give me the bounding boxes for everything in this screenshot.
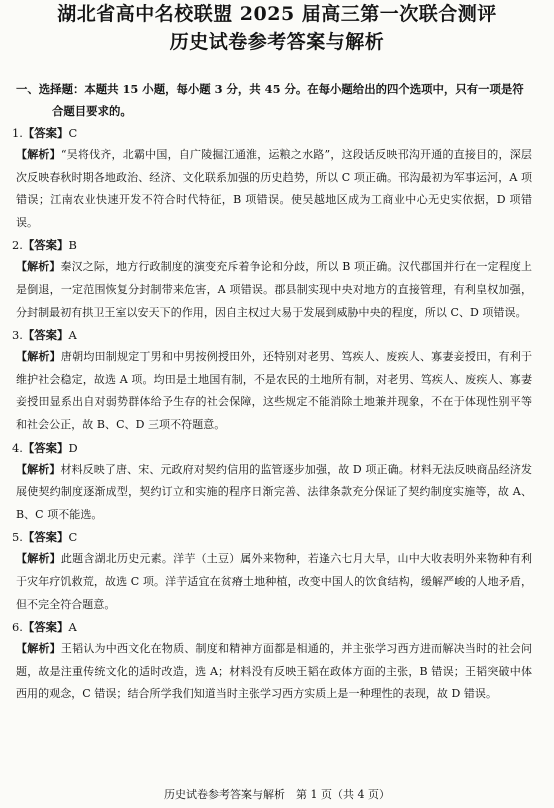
answer-line: [12, 437, 534, 459]
answer-line: [12, 616, 534, 638]
analysis-text: 材料反映了唐、宋、元政府对契约信用的监管逐步加强，故 D 项正确。材料无法反映商品经济发展使契约制度逐渐成型，契约订立和实施的程序日渐完善、法律条款充分保证了契约制度实施等，故 A、B、C 项不能选。: [16, 462, 533, 521]
analysis-tag: 【解析】: [16, 462, 61, 476]
answer-line: [12, 234, 534, 256]
answer-letter: B: [68, 238, 77, 253]
analysis-paragraph: [16, 346, 532, 436]
question-number: 2.: [12, 238, 23, 253]
answer-tag: 【答案】: [22, 530, 69, 545]
answer-letter: A: [68, 328, 77, 343]
document-title: 湖北省高中名校联盟 2025 届高三第一次联合测评: [57, 3, 497, 25]
question-item: [0, 324, 554, 436]
answer-line: [12, 122, 534, 144]
answer-list: [0, 122, 554, 706]
answer-letter: C: [68, 530, 78, 545]
document-subtitle: 历史试卷参考答案与解析: [169, 31, 385, 53]
section-heading: 一、选择题：本题共 15 小题，每小题 3 分，共 45 分。在每小题给出的四个选项中，只有一项是符合题目要求的。: [16, 82, 524, 118]
analysis-paragraph: [16, 459, 532, 527]
answer-line: [12, 324, 534, 346]
question-item: [0, 234, 554, 324]
question-number: 4.: [12, 440, 23, 455]
question-number: 3.: [12, 328, 23, 343]
question-number: 1.: [12, 126, 23, 140]
analysis-text: 王韬认为中西文化在物质、制度和精神方面都是相通的，并主张学习西方进而解决当时的社会问题，故是注重传统文化的适时改造，选 A；材料没有反映王韬在政体方面的主张，B 错误；王韬突破中体西用的观念，C 错误；结合所学我们知道当时主张学习西方实质上是一种理性的表现，故 D 错误。: [16, 642, 532, 701]
page-footer: 历史试卷参考答案与解析 第 1 页（共 4 页）: [164, 788, 390, 801]
question-item: [0, 437, 554, 527]
answer-letter: D: [68, 440, 78, 455]
analysis-tag: 【解析】: [16, 260, 61, 274]
analysis-tag: 【解析】: [16, 350, 61, 364]
analysis-paragraph: [16, 144, 532, 234]
analysis-paragraph: [16, 256, 532, 324]
answer-letter: C: [68, 126, 78, 140]
analysis-text: 此题含湖北历史元素。洋芋（土豆）属外来物种，若逢六七月大旱，山中大收表明外来物种有利于灾年疗饥救荒，故选 C 项。洋芋适宜在贫瘠土地种植，改变中国人的饮食结构，缓解严峻的人地矛盾，但不完全符合题意。: [16, 552, 532, 611]
question-item: [0, 616, 554, 706]
question-number: 6.: [12, 620, 23, 635]
question-number: 5.: [12, 530, 23, 545]
answer-tag: 【答案】: [22, 328, 69, 343]
answer-tag: 【答案】: [22, 440, 69, 455]
analysis-paragraph: [16, 548, 532, 616]
answer-letter: A: [68, 620, 77, 635]
answer-content: [0, 78, 554, 706]
answer-tag: 【答案】: [22, 238, 69, 253]
analysis-tag: 【解析】: [16, 148, 61, 161]
question-item: [0, 526, 554, 616]
analysis-tag: 【解析】: [16, 642, 61, 656]
question-item: [0, 122, 554, 234]
analysis-paragraph: [16, 638, 532, 706]
answer-tag: 【答案】: [22, 126, 69, 140]
answer-tag: 【答案】: [22, 620, 69, 635]
analysis-text: “吴将伐齐，北霸中国，自广陵掘江通淮，运粮之水路”，这段话反映邗沟开通的直接目的，深层次反映春秋时期各地政治、经济、文化联系加强的历史趋势，所以 C 项正确。邗沟最初为军事运河，A 项错误；江南农业快速开发不符合时代特征，B 项错误。使吴越地区成为工商业中心无史实依据，D 项错误。: [16, 148, 532, 229]
analysis-text: 唐朝均田制规定丁男和中男按例授田外，还特别对老男、笃疾人、废疾人、寡妻妾授田，有利于维护社会稳定，故选 A 项。均田是土地国有制，不是农民的土地所有制，对老男、笃疾人、废疾人、寡妻妾授田显系出自对弱势群体给予生存的社会保障，这些规定不能消除土地兼并现象，不在于体现性别平等和社会公正，故 B、C、D 三项不符题意。: [16, 350, 532, 431]
analysis-text: 秦汉之际，地方行政制度的演变充斥着争论和分歧，所以 B 项正确。汉代郡国并行在一定程度上是倒退，一定范围恢复分封制带来危害，A 项错误。郡县制实现中央对地方的直接管理，有利皇权加强，分封制最初有拱卫王室以安天下的作用，因自主权过大易于发展到威胁中央的程度，所以 C、D 项错误。: [16, 260, 532, 319]
answer-line: [12, 526, 534, 548]
analysis-tag: 【解析】: [16, 552, 61, 566]
